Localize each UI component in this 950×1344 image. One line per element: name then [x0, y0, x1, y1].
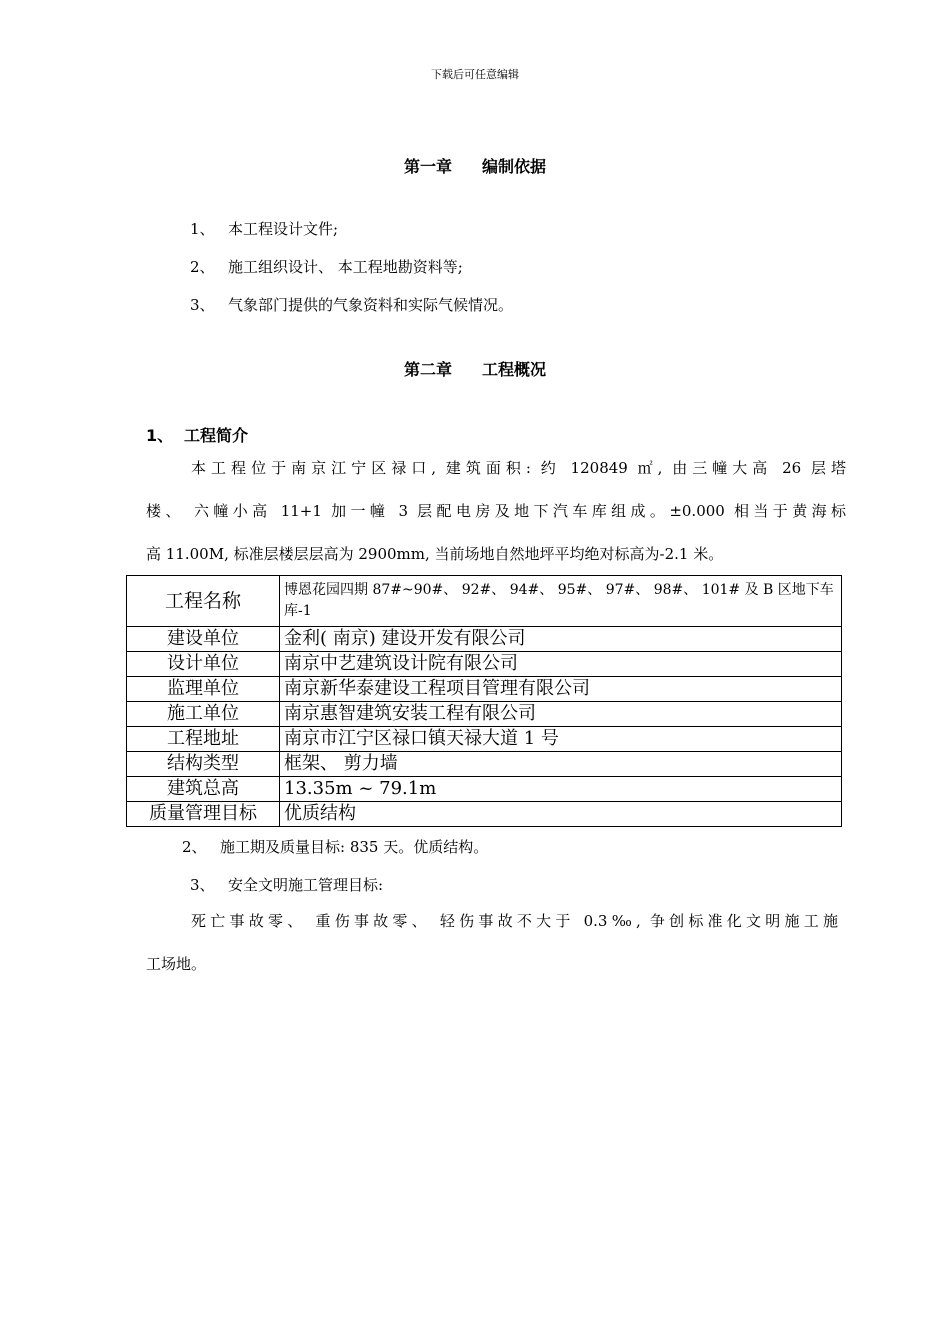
item-3-text: 安全文明施工管理目标: — [228, 876, 384, 894]
safety-paragraph — [146, 906, 838, 992]
table-label-developer: 建设单位 — [127, 627, 280, 652]
table-value-quality-goal: 优质结构 — [280, 802, 842, 827]
intro-line-3: 高 11.00M, 标准层楼层层高为 2900mm, 当前场地自然地坪平均绝对标高为-2.1 米。 — [146, 545, 724, 563]
intro-line-2: 楼、 六幢小高 11+1 加一幢 3 层配电房及地下汽车库组成。±0.000 相当于黄海标 — [146, 502, 846, 520]
safety-line-2: 工场地。 — [146, 955, 207, 973]
table-row — [127, 627, 842, 652]
chapter-1-title: 编制依据 — [482, 157, 547, 176]
basis-item-1 — [190, 218, 338, 239]
basis-item-1-text: 本工程设计文件; — [228, 220, 339, 238]
basis-item-3 — [190, 294, 513, 315]
item-2-text: 施工期及质量目标: 835 天。优质结构。 — [220, 838, 489, 856]
basis-item-2-num: 2、 — [190, 258, 215, 276]
table-label-contractor: 施工单位 — [127, 702, 280, 727]
table-label-structure: 结构类型 — [127, 752, 280, 777]
chapter-2-label: 第二章 — [403, 360, 452, 379]
table-label-quality-goal: 质量管理目标 — [127, 802, 280, 827]
item-3-num: 3、 — [190, 876, 215, 894]
table-value-supervisor: 南京新华泰建设工程项目管理有限公司 — [280, 677, 842, 702]
basis-item-3-num: 3、 — [190, 296, 215, 314]
section-1-num: 1、 — [146, 426, 174, 445]
table-row — [127, 777, 842, 802]
table-value-designer: 南京中艺建筑设计院有限公司 — [280, 652, 842, 677]
safety-line-1: 死亡事故零、 重伤事故零、 轻伤事故不大于 0.3‰, 争创标准化文明施工施 — [191, 912, 838, 930]
table-value-structure: 框架、 剪力墙 — [280, 752, 842, 777]
table-label-supervisor: 监理单位 — [127, 677, 280, 702]
chapter-1-heading — [0, 154, 950, 177]
table-label-address: 工程地址 — [127, 727, 280, 752]
intro-line-1: 本工程位于南京江宁区禄口, 建筑面积: 约 120849 ㎡, 由三幢大高 26 层塔 — [191, 459, 846, 477]
chapter-2-title: 工程概况 — [482, 360, 547, 379]
item-3 — [190, 874, 383, 895]
intro-paragraph — [146, 453, 846, 582]
table-label-designer: 设计单位 — [127, 652, 280, 677]
table-value-contractor: 南京惠智建筑安装工程有限公司 — [280, 702, 842, 727]
basis-item-2 — [190, 256, 463, 277]
chapter-1-label: 第一章 — [403, 157, 452, 176]
table-label-project-name: 工程名称 — [127, 576, 280, 627]
basis-item-1-num: 1、 — [190, 220, 215, 238]
table-value-project-name: 博恩花园四期 87#~90#、 92#、 94#、 95#、 97#、 98#、 101# 及 B 区地下车库-1 — [280, 576, 842, 627]
project-info-table — [126, 575, 842, 827]
item-2-num: 2、 — [182, 838, 207, 856]
table-row — [127, 677, 842, 702]
table-row — [127, 802, 842, 827]
header-note: 下载后可任意编辑 — [431, 68, 519, 81]
table-row — [127, 576, 842, 627]
table-row — [127, 652, 842, 677]
table-value-address: 南京市江宁区禄口镇天禄大道 1 号 — [280, 727, 842, 752]
basis-item-3-text: 气象部门提供的气象资料和实际气候情况。 — [228, 296, 514, 314]
item-2 — [182, 836, 488, 857]
table-row — [127, 752, 842, 777]
table-value-developer: 金利( 南京) 建设开发有限公司 — [280, 627, 842, 652]
table-row — [127, 702, 842, 727]
chapter-2-heading — [0, 357, 950, 380]
basis-item-2-text: 施工组织设计、 本工程地勘资料等; — [228, 258, 463, 276]
table-value-height: 13.35m ~ 79.1m — [280, 777, 842, 802]
section-1-title: 工程简介 — [184, 426, 249, 445]
section-1-heading — [146, 423, 248, 446]
table-row — [127, 727, 842, 752]
table-label-height: 建筑总高 — [127, 777, 280, 802]
